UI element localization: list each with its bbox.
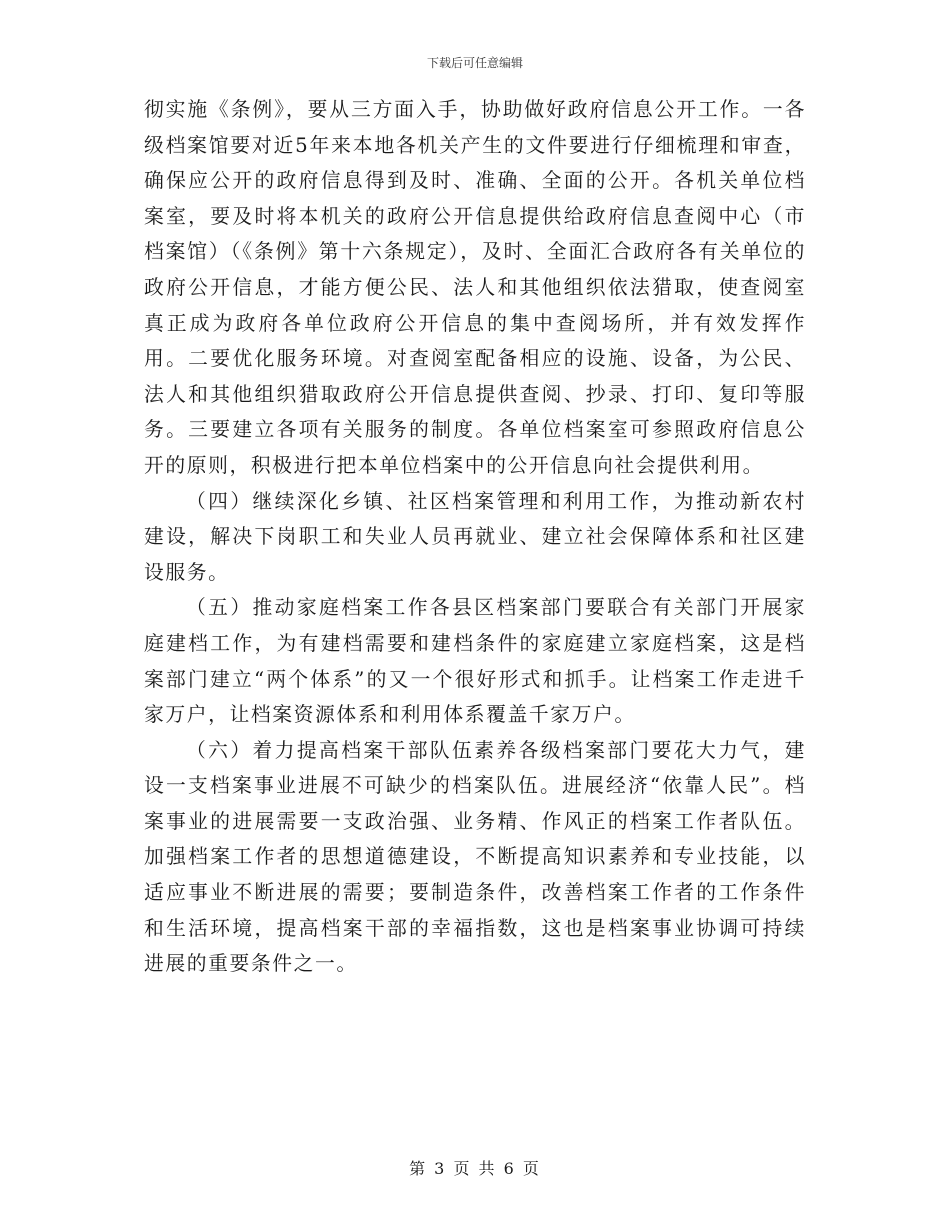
paragraph-4: （六）着力提高档案干部队伍素养各级档案部门要花大力气，建设一支档案事业进展不可缺少的档案队伍。进展经济“依靠人民”。档案事业的进展需要一支政治强、业务精、作风正的档案工作者队伍。加强档案工作者的思想道德建设，不断提高知识素养和专业技能，以适应事业不断进展的需要；要制造条件，改善档案工作者的工作条件和生活环境，提高档案干部的幸福指数，这也是档案事业协调可持续进展的重要条件之一。 bbox=[144, 738, 806, 976]
paragraph-2: （四）继续深化乡镇、社区档案管理和利用工作，为推动新农村建设，解决下岗职工和失业人员再就业、建立社会保障体系和社区建设服务。 bbox=[144, 489, 806, 584]
document-body bbox=[144, 92, 806, 982]
header-note: 下载后可任意编辑 bbox=[426, 56, 523, 70]
paragraph-3: （五）推动家庭档案工作各县区档案部门要联合有关部门开展家庭建档工作，为有建档需要和建档条件的家庭建立家庭档案，这是档案部门建立“两个体系”的又一个很好形式和抓手。让档案工作走进千家万户，让档案资源体系和利用体系覆盖千家万户。 bbox=[144, 596, 806, 727]
paragraph-1: 彻实施《条例》，要从三方面入手，协助做好政府信息公开工作。一各级档案馆要对近5年来本地各机关产生的文件要进行仔细梳理和审查，确保应公开的政府信息得到及时、准确、全面的公开。各机关单位档案室，要及时将本机关的政府公开信息提供给政府信息查阅中心（市档案馆）（《条例》第十六条规定），及时、全面汇合政府各有关单位的政府公开信息，才能方便公民、法人和其他组织依法猎取，使查阅室真正成为政府各单位政府公开信息的集中查阅场所，并有效发挥作用。二要优化服务环境。对查阅室配备相应的设施、设备，为公民、法人和其他组织猎取政府公开信息提供查阅、抄录、打印、复印等服务。三要建立各项有关服务的制度。各单位档案室可参照政府信息公开的原则，积极进行把本单位档案中的公开信息向社会提供利用。 bbox=[144, 98, 806, 477]
page-number: 第 3 页 共 6 页 bbox=[409, 1159, 541, 1178]
